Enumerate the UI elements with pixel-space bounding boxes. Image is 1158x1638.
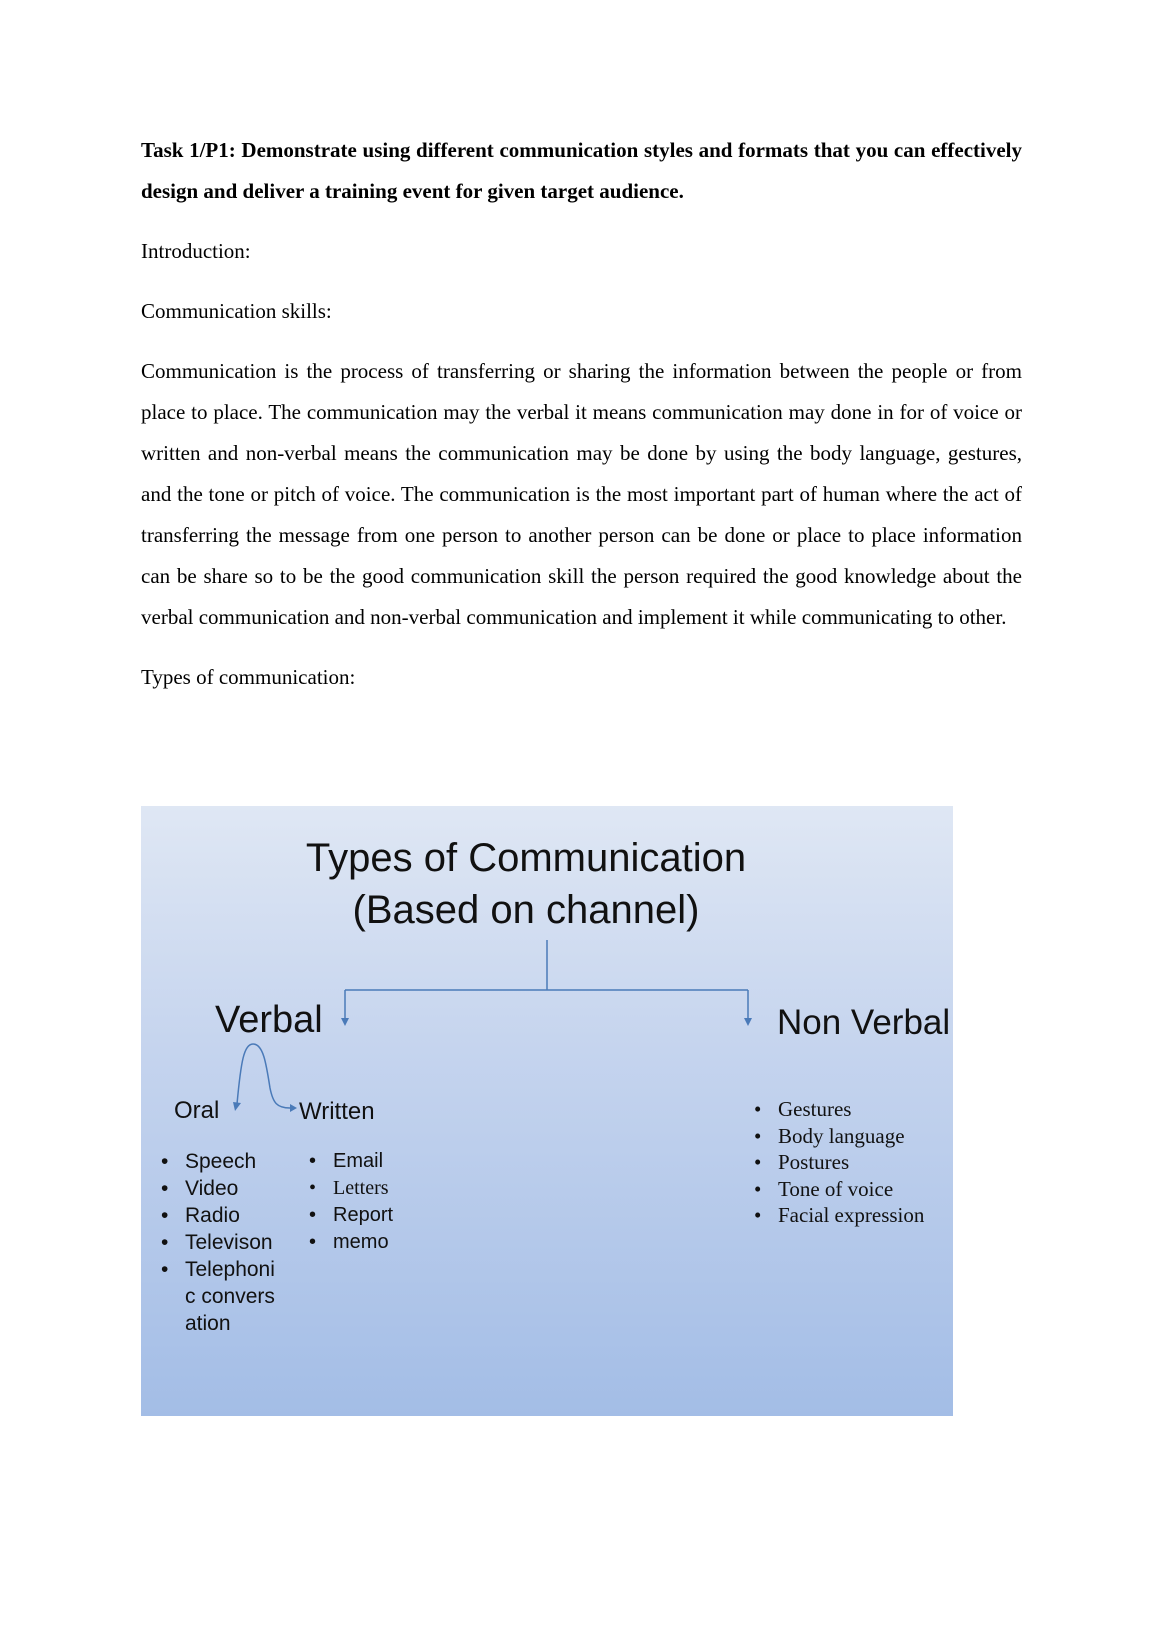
written-list-item: • Letters xyxy=(309,1175,393,1202)
oral-list-item: • Speech xyxy=(161,1148,281,1175)
non-verbal-list xyxy=(754,1096,924,1229)
task-heading: Task 1/P1: Demonstrate using different communication styles and formats that you can effectively design and deliver a training event for given target audience. xyxy=(141,138,1022,203)
oral-list-item: • Video xyxy=(161,1175,281,1202)
non-verbal-label: Non Verbal xyxy=(777,1003,951,1042)
non-verbal-list-item: • Facial expression xyxy=(754,1202,924,1229)
oral-list-item: • Radio xyxy=(161,1202,281,1229)
non-verbal-list-item: • Tone of voice xyxy=(754,1176,924,1203)
verbal-arrowhead xyxy=(341,1018,349,1026)
oral-list xyxy=(161,1148,281,1337)
oral-list-item: • Televison xyxy=(161,1229,281,1256)
types-of-communication-diagram xyxy=(141,806,953,1416)
written-label: Written xyxy=(299,1098,375,1125)
written-list-item: • Email xyxy=(309,1148,393,1175)
oral-arrowhead xyxy=(233,1102,241,1111)
non-verbal-list-item: • Gestures xyxy=(754,1096,924,1123)
diagram-title-line-2: (Based on channel) xyxy=(352,888,700,932)
types-of-communication-heading: Types of communication: xyxy=(141,665,356,689)
written-list-item: • Report xyxy=(309,1202,393,1229)
communication-skills-heading: Communication skills: xyxy=(141,299,332,323)
oral-list-item: • Telephonic conversation xyxy=(161,1256,281,1337)
communication-paragraph: Communication is the process of transferring or sharing the information between the people or from place to place. The communication may the verbal it means communication may done in for of voice or written and non-verbal means the communication may be done by using the body language, gestures, and the tone or pitch of voice. The communication is the most important part of human where the act of transferring the message from one person to another person can be done or place to place information can be share so to be the good communication skill the person required the good knowledge about the verbal communication and non-verbal communication and implement it while communicating to other. xyxy=(141,359,1022,629)
oral-label: Oral xyxy=(174,1097,220,1124)
verbal-label: Verbal xyxy=(215,999,323,1041)
oral-written-curve xyxy=(237,1044,290,1108)
written-list-item: • memo xyxy=(309,1229,393,1256)
non-verbal-list-item: • Postures xyxy=(754,1149,924,1176)
non-verbal-arrowhead xyxy=(744,1018,752,1026)
document-body xyxy=(141,130,1022,698)
non-verbal-list-item: • Body language xyxy=(754,1123,924,1150)
diagram-title-line-1: Types of Communication xyxy=(305,836,747,880)
written-arrowhead xyxy=(290,1104,297,1112)
written-list xyxy=(309,1148,393,1256)
introduction-heading: Introduction: xyxy=(141,239,251,263)
